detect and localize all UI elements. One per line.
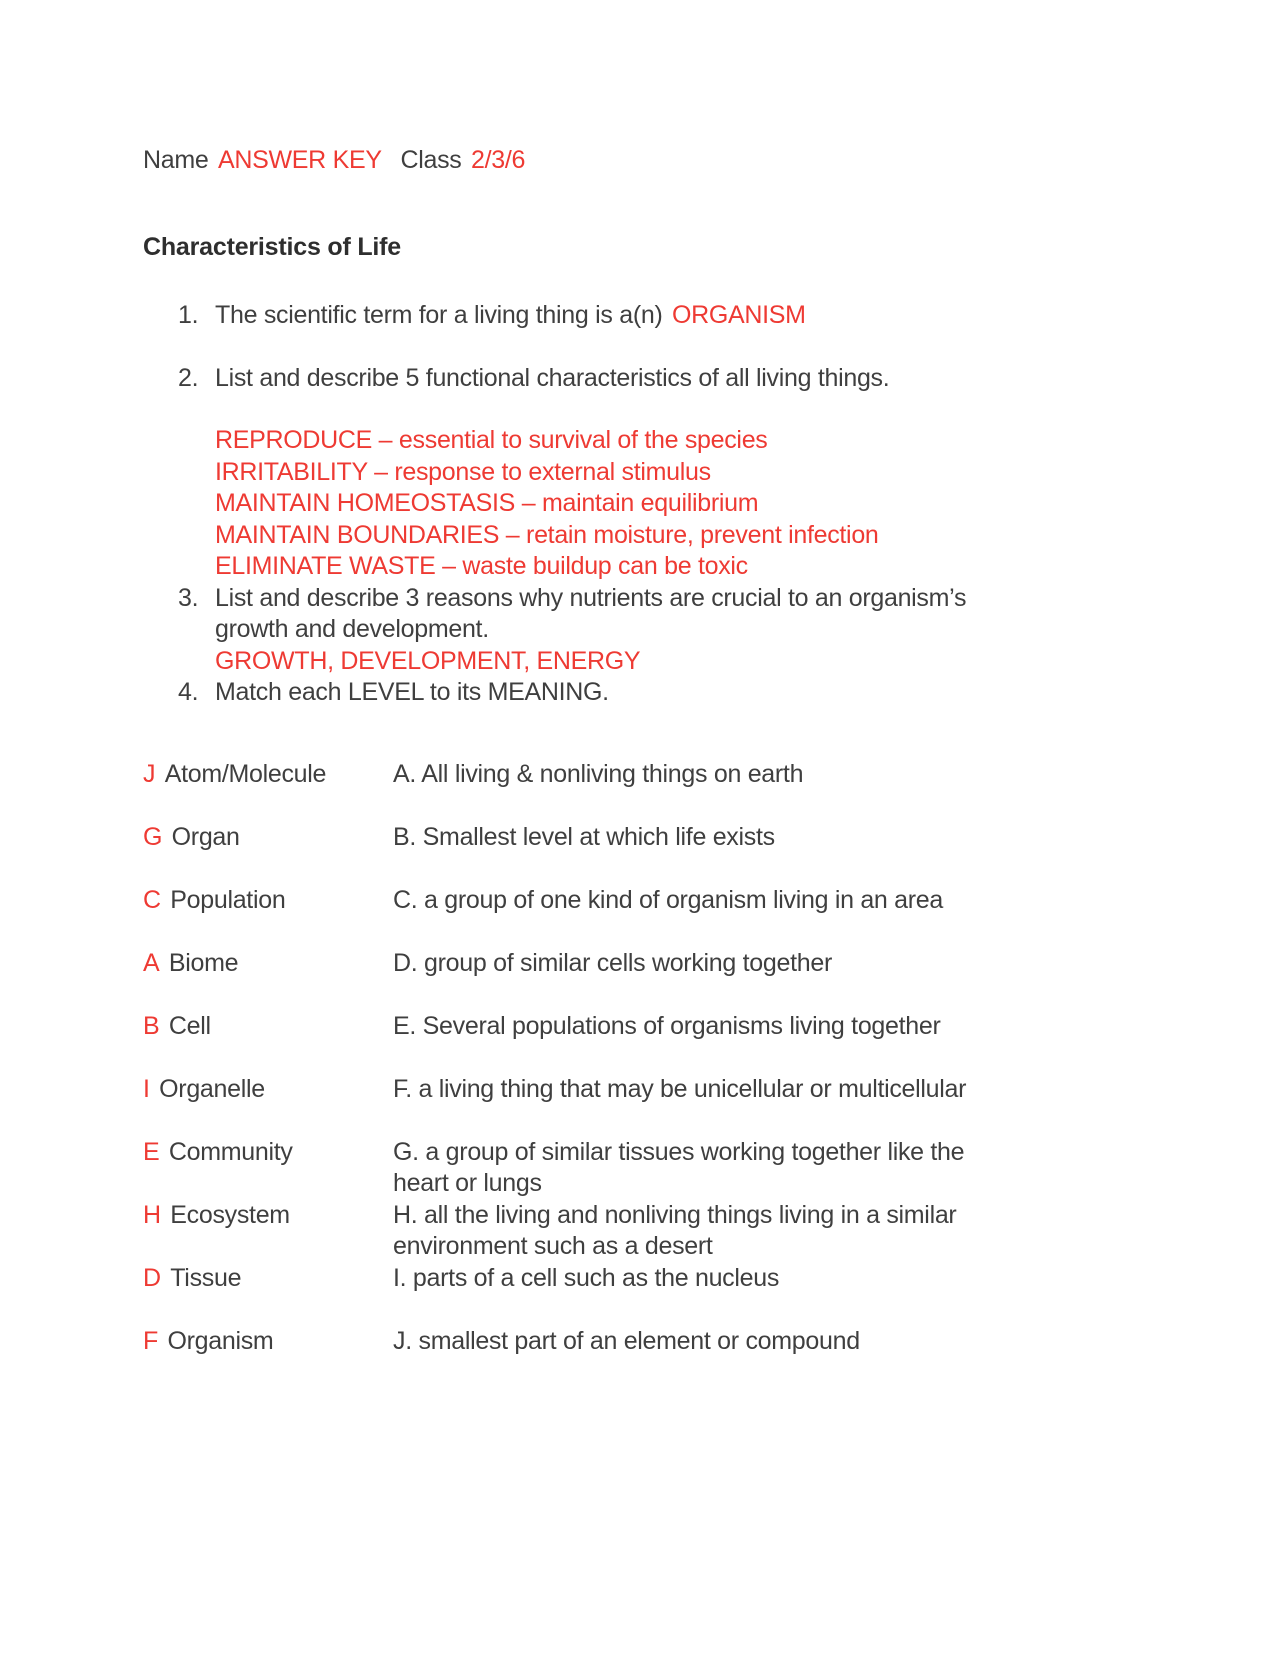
match-answer-letter: F <box>143 1326 158 1355</box>
question-1-text <box>215 300 806 332</box>
match-term <box>143 1011 393 1043</box>
match-answer-letter: E <box>143 1137 160 1166</box>
question-list <box>143 300 1160 709</box>
name-class-line <box>143 145 1160 177</box>
match-row-biome <box>143 948 1160 1011</box>
match-term <box>143 1137 393 1169</box>
question-3-answer: GROWTH, DEVELOPMENT, ENERGY <box>215 646 641 675</box>
match-term <box>143 885 393 917</box>
question-4-number: 4. <box>178 678 199 706</box>
match-term-label: Organelle <box>159 1074 265 1103</box>
match-definition: D. group of similar cells working together <box>393 948 832 977</box>
match-definition: E. Several populations of organisms living together <box>393 1011 941 1040</box>
question-1-prompt: The scientific term for a living thing is a(n) <box>215 301 663 329</box>
answer-reproduce: REPRODUCE – essential to survival of the species <box>215 426 768 454</box>
match-row-organelle <box>143 1074 1160 1137</box>
match-answer-letter: G <box>143 822 163 851</box>
match-answer-letter: H <box>143 1200 161 1229</box>
match-term-label: Tissue <box>170 1263 242 1292</box>
question-1-answer: ORGANISM <box>671 301 806 329</box>
question-1-number: 1. <box>178 301 199 329</box>
match-definition: C. a group of one kind of organism living in an area <box>393 885 944 914</box>
match-answer-letter: A <box>143 948 160 977</box>
match-row-organism <box>143 1326 1160 1389</box>
match-answer-letter: J <box>143 759 156 788</box>
question-2 <box>143 363 1160 395</box>
match-definition: J. smallest part of an element or compound <box>393 1326 860 1355</box>
match-term <box>143 1074 393 1106</box>
match-term-label: Organism <box>167 1326 274 1355</box>
question-3-text <box>215 583 1030 678</box>
match-row-ecosystem <box>143 1200 1160 1263</box>
match-term-label: Community <box>168 1137 293 1166</box>
match-term-label: Biome <box>168 948 239 977</box>
match-answer-letter: I <box>143 1074 150 1103</box>
name-answer: ANSWER KEY <box>218 146 382 174</box>
question-1 <box>143 300 1160 332</box>
match-definition: F. a living thing that may be unicellular or multicellular <box>393 1074 967 1103</box>
matching-section <box>143 759 1160 1389</box>
class-label: Class <box>400 146 462 174</box>
question-4 <box>143 677 1160 709</box>
match-term-label: Population <box>170 885 286 914</box>
question-2-answers <box>215 425 1160 583</box>
match-definition: I. parts of a cell such as the nucleus <box>393 1263 780 1292</box>
match-row-cell <box>143 1011 1160 1074</box>
match-term-label: Atom/Molecule <box>164 759 327 788</box>
match-definition: B. Smallest level at which life exists <box>393 822 775 851</box>
match-answer-letter: C <box>143 885 161 914</box>
match-row-atom-molecule <box>143 759 1160 822</box>
match-term-label: Organ <box>171 822 240 851</box>
class-answer: 2/3/6 <box>470 146 526 174</box>
match-definition: A. All living & nonliving things on earth <box>393 759 804 788</box>
question-3-prompt: List and describe 3 reasons why nutrients are crucial to an organism’s growth and development. <box>215 583 967 643</box>
match-term-label: Ecosystem <box>170 1200 290 1229</box>
question-3-number: 3. <box>178 583 199 612</box>
match-row-community <box>143 1137 1160 1200</box>
match-term <box>143 1326 393 1358</box>
match-row-tissue <box>143 1263 1160 1326</box>
match-row-population <box>143 885 1160 948</box>
match-term <box>143 1263 393 1295</box>
name-label: Name <box>143 146 209 174</box>
match-term <box>143 1200 393 1232</box>
answer-waste: ELIMINATE WASTE – waste buildup can be toxic <box>215 552 748 580</box>
answer-irritability: IRRITABILITY – response to external stimulus <box>215 457 711 486</box>
question-2-text: List and describe 5 functional characteristics of all living things. <box>215 363 890 392</box>
match-definition: H. all the living and nonliving things living in a similar environment such as a desert <box>393 1200 957 1260</box>
page-title: Characteristics of Life <box>143 232 401 261</box>
question-4-text: Match each LEVEL to its MEANING. <box>215 678 609 706</box>
match-term <box>143 759 393 791</box>
answer-homeostasis: MAINTAIN HOMEOSTASIS – maintain equilibrium <box>215 489 759 517</box>
match-row-organ <box>143 822 1160 885</box>
match-term <box>143 822 393 854</box>
match-answer-letter: B <box>143 1011 160 1040</box>
question-2-number: 2. <box>178 363 199 392</box>
match-answer-letter: D <box>143 1263 161 1292</box>
match-definition: G. a group of similar tissues working together like the heart or lungs <box>393 1137 965 1197</box>
question-3 <box>143 583 1160 678</box>
answer-boundaries: MAINTAIN BOUNDARIES – retain moisture, prevent infection <box>215 520 879 549</box>
match-term <box>143 948 393 980</box>
match-term-label: Cell <box>168 1011 211 1040</box>
